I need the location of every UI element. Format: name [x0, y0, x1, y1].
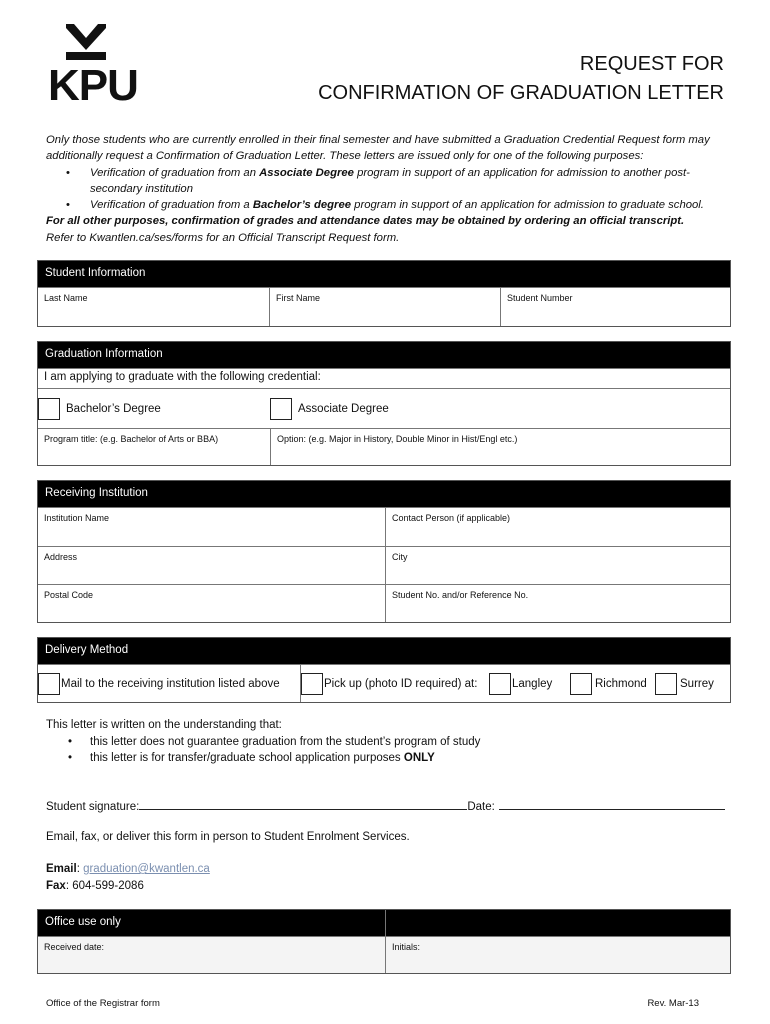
- pickup-checkbox[interactable]: [301, 673, 323, 695]
- bachelor-checkbox[interactable]: [38, 398, 60, 420]
- applying-text: I am applying to graduate with the following credential:: [44, 371, 321, 383]
- date-label: Date:: [467, 801, 495, 813]
- understanding-item: • this letter does not guarantee graduation from the student’s program of study: [90, 734, 480, 751]
- intro-paragraph: Only those students who are currently enrolled in their final semester and have submitted a Graduation Credential Request form may additionally request a Confirmation of Graduation Letter. These letters are issued only for one of the following purposes:: [46, 134, 710, 163]
- program-title-field[interactable]: Program title: (e.g. Bachelor of Arts or BBA): [44, 434, 219, 444]
- understanding-intro: This letter is written on the understanding that:: [46, 719, 282, 731]
- fax-line: Fax: 604-599-2086: [46, 879, 144, 892]
- office-use-heading-right: [385, 910, 730, 936]
- student-info-heading: Student Information: [38, 261, 730, 287]
- last-name-field[interactable]: Last Name: [44, 293, 88, 303]
- institution-name-field[interactable]: Institution Name: [44, 513, 110, 523]
- langley-checkbox[interactable]: [489, 673, 511, 695]
- page-title: [318, 50, 724, 108]
- option-field[interactable]: Option: (e.g. Major in History, Double Minor in Hist/Engl etc.): [270, 429, 730, 465]
- signature-line[interactable]: [139, 798, 467, 810]
- office-use-heading: Office use only: [38, 910, 385, 936]
- initials-field[interactable]: Initials:: [385, 937, 730, 973]
- footer-right: Rev. Mar-13: [647, 998, 699, 1009]
- title-line-2: CONFIRMATION OF GRADUATION LETTER: [318, 82, 724, 104]
- understanding-block: [46, 717, 480, 767]
- reference-number-field[interactable]: Student No. and/or Reference No.: [385, 585, 730, 622]
- understanding-list: [90, 734, 480, 767]
- graduation-info-section: [37, 341, 731, 466]
- langley-label: Langley: [512, 677, 553, 690]
- delivery-section: [37, 637, 731, 703]
- surrey-label: Surrey: [680, 677, 714, 690]
- received-date-field[interactable]: Received date:: [44, 942, 105, 952]
- city-field[interactable]: City: [385, 547, 730, 584]
- postal-code-field[interactable]: Postal Code: [44, 590, 94, 600]
- associate-checkbox[interactable]: [270, 398, 292, 420]
- email-link[interactable]: graduation@kwantlen.ca: [83, 863, 210, 875]
- richmond-label: Richmond: [595, 677, 647, 690]
- purpose-bachelor: • Verification of graduation from a Bachelor’s degree program in support of an application for admission to graduate school.: [90, 197, 726, 213]
- contact-person-field[interactable]: Contact Person (if applicable): [385, 508, 730, 546]
- richmond-checkbox[interactable]: [570, 673, 592, 695]
- office-use-section: [37, 909, 731, 974]
- contact-block: [46, 861, 210, 894]
- fax-value: 604-599-2086: [72, 879, 144, 892]
- purpose-associate: • Verification of graduation from an Associate Degree program in support of an application for admission to another post-secondary institution: [90, 165, 726, 198]
- student-number-field[interactable]: Student Number: [500, 288, 730, 326]
- refer-note: Refer to Kwantlen.ca/ses/forms for an Official Transcript Request form.: [46, 231, 400, 244]
- purpose-list: [90, 165, 726, 214]
- transcript-note: For all other purposes, confirmation of grades and attendance dates may be obtained by ordering an official transcript.: [46, 215, 685, 228]
- mail-label: Mail to the receiving institution listed above: [61, 677, 280, 690]
- pickup-label: Pick up (photo ID required) at:: [324, 677, 478, 690]
- date-line[interactable]: [499, 798, 725, 810]
- student-info-section: [37, 260, 731, 327]
- email-line: Email: graduation@kwantlen.ca: [46, 863, 210, 875]
- footer-left: Office of the Registrar form: [46, 998, 160, 1009]
- understanding-item: • this letter is for transfer/graduate school application purposes ONLY: [90, 750, 480, 767]
- surrey-checkbox[interactable]: [655, 673, 677, 695]
- mail-checkbox[interactable]: [38, 673, 60, 695]
- receiving-institution-heading: Receiving Institution: [38, 481, 730, 507]
- associate-label: Associate Degree: [298, 402, 389, 415]
- title-line-1: REQUEST FOR: [579, 53, 724, 75]
- first-name-field[interactable]: First Name: [269, 288, 500, 326]
- signature-label: Student signature:: [46, 801, 140, 813]
- deliver-instructions: Email, fax, or deliver this form in person to Student Enrolment Services.: [46, 831, 410, 843]
- delivery-heading: Delivery Method: [38, 638, 730, 664]
- bachelor-label: Bachelor’s Degree: [66, 402, 161, 415]
- signature-row: [46, 798, 736, 816]
- address-field[interactable]: Address: [44, 552, 78, 562]
- receiving-institution-section: [37, 480, 731, 623]
- intro-block: [46, 132, 726, 246]
- kpu-logo-text: KPU: [48, 61, 138, 110]
- graduation-info-heading: Graduation Information: [38, 342, 730, 368]
